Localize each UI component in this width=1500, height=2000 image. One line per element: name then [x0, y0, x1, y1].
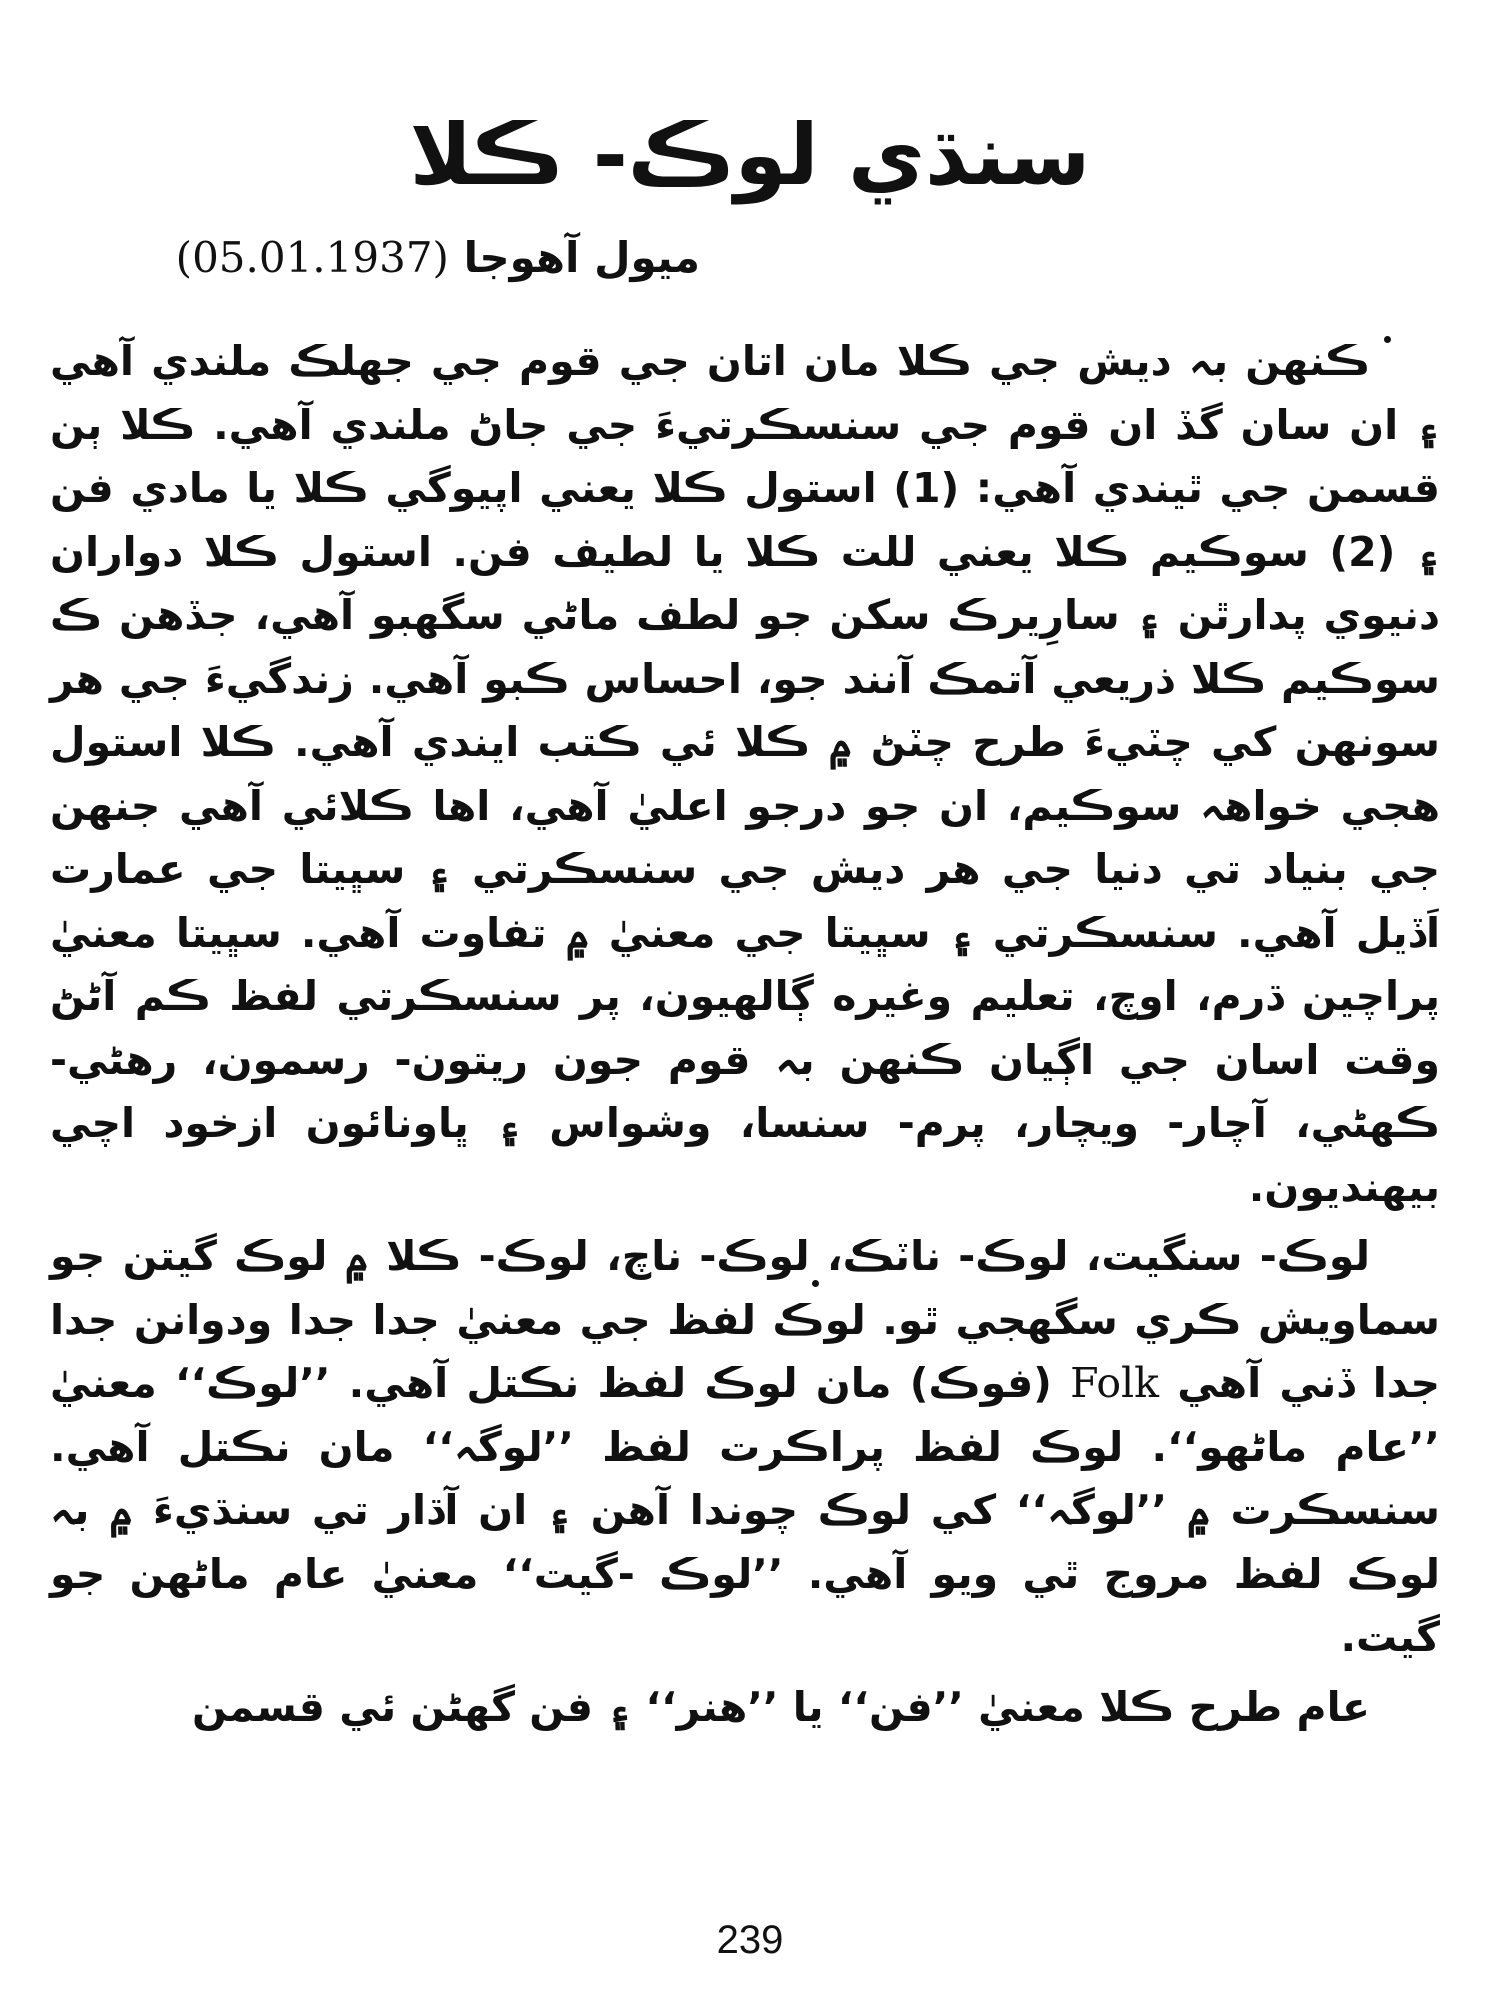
page-number: 239 [716, 1918, 784, 1962]
author-byline [176, 228, 700, 288]
page-title: سنڌي لوڪ- ڪلا [409, 106, 1091, 204]
paragraph-2-part-a: لوڪ- سنگيت، لوڪ- ناٽڪ، لوڪ- ناچ، لوڪ- ڪلا ۾ لوڪ گيتن جو سماويش ڪري سگهجي ٿو. لوڪ لفظ جي معنيٰ جدا جدا ودوانن جدا جدا ڏني آهي [50, 1232, 1440, 1407]
paragraph-2-latin-word: Folk [1070, 1359, 1159, 1407]
paragraph-2 [50, 1225, 1440, 1670]
article-body [50, 330, 1440, 1745]
author-name: ميول آهوجا [463, 233, 700, 282]
paragraph-3: عام طرح ڪلا معنيٰ ’’فن‘‘ يا ’’هنر‘‘ ۽ فن گهڻن ئي قسمن [192, 1682, 1370, 1731]
paragraph-1: ڪنهن بہ ديش جي ڪلا مان اتان جي قوم جي جهلڪ ملندي آهي ۽ ان سان گڏ ان قوم جي سنسڪرتيءَ جي جاڻ ملندي آهي. ڪلا ٻن قسمن جي ٿيندي آهي: (1) استول ڪلا يعني اپيوگي ڪلا يا مادي فن ۽ (2) سوڪيم ڪلا يعني للت ڪلا يا لطيف فن. استول ڪلا دواران دنيوي پدارٿن ۽ سارِيرڪ سکن جو لطف ماڻي سگهبو آهي، جڏهن ڪ سوڪيم ڪلا ذريعي آتمڪ آنند جو، احساس ڪبو آهي. زندگيءَ جي هر سونهن کي چٽيءَ طرح چٽڻ ۾ ڪلا ئي ڪتب ايندي آهي. ڪلا استول هجي خواهہ سوڪيم، ان جو درجو اعليٰ آهي، اها ڪلائي آهي جنهن جي بنياد تي دنيا جي هر ديش جي سنسڪرتي ۽ سڀيتا جي عمارت اَڏيل آهي. سنسڪرتي ۽ سڀيتا جي معنيٰ ۾ تفاوت آهي. سڀيتا معنيٰ پراچين ڌرم، اوچ، تعليم وغيره ڳالهيون، پر سنسڪرتي لفظ ڪم آڻڻ وقت اسان جي اڳيان ڪنهن بہ قوم جون ريتون- رسمون، رهڻي- ڪهڻي، آچار- ويچار، پرم- سنسا، وشواس ۽ ڀاونائون ازخود اچي بيهنديون. [50, 337, 1440, 1211]
author-date: (05.01.1937) [175, 233, 449, 282]
paragraph-2-part-b: (فوڪ) مان لوڪ لفظ نڪتل آهي. ’’لوڪ‘‘ معنيٰ ’’عام ماڻهو‘‘. لوڪ لفظ پراڪرت لفظ ’’لوگہ‘‘ مان نڪتل آهي. سنسڪرت ۾ ’’لوگہ‘‘ کي لوڪ چوندا آهن ۽ ان آڌار تي سنڌيءَ ۾ بہ لوڪ لفظ مروج ٿي ويو آهي. ’’لوڪ -گيت‘‘ معنيٰ عام ماڻهن جو گيت. [50, 1359, 1440, 1661]
